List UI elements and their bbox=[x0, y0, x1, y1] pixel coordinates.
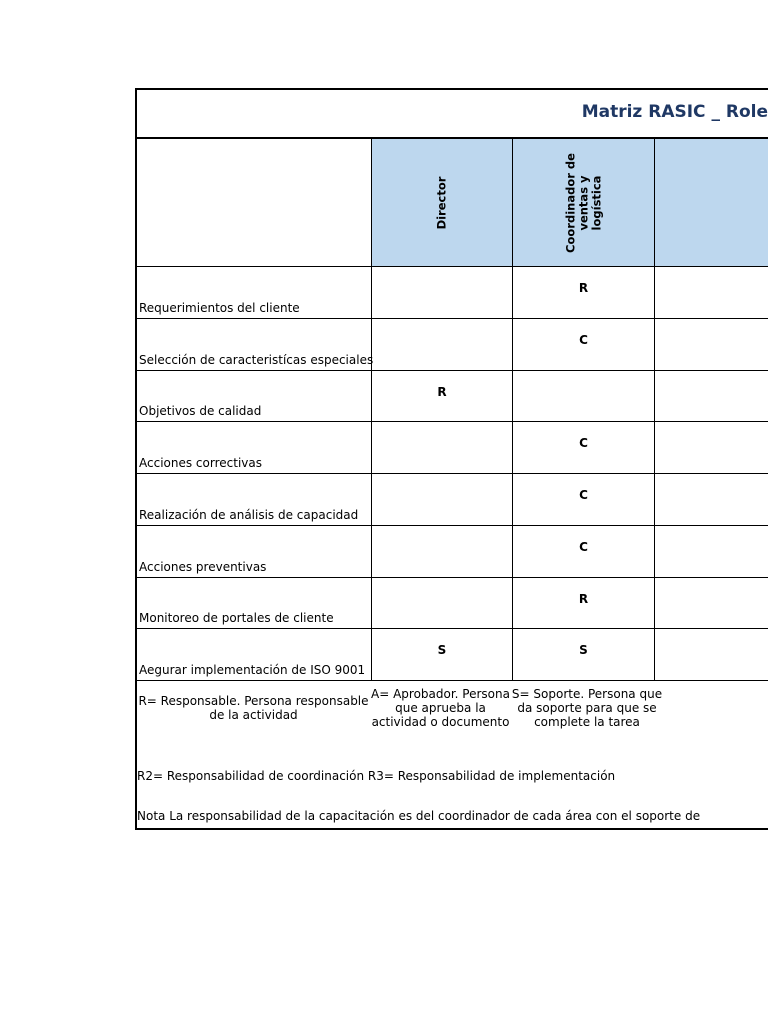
coordinador-mark-cell bbox=[513, 267, 655, 319]
task-label: Acciones preventivas bbox=[139, 560, 267, 574]
coordinador-mark-cell bbox=[513, 422, 655, 474]
task-label: Realización de análisis de capacidad bbox=[139, 508, 359, 522]
table-row-task-cell bbox=[137, 578, 372, 629]
header-row bbox=[137, 139, 768, 267]
legend-soporte: S= Soporte. Persona que da soporte para que se complete la tarea bbox=[511, 687, 663, 729]
header-coordinador-label: Coordinador de ventas y logística bbox=[563, 152, 603, 253]
director-mark-cell bbox=[372, 474, 513, 526]
coordinador-mark: C bbox=[579, 436, 588, 450]
matrix-title: Matriz RASIC _ Role bbox=[581, 102, 768, 122]
header-director-cell bbox=[372, 139, 513, 267]
coordinador-mark: R bbox=[578, 592, 589, 606]
director-mark-cell bbox=[372, 371, 513, 422]
coordinador-mark-cell bbox=[513, 319, 655, 371]
next-column-cell bbox=[655, 526, 768, 578]
table-row-task-cell bbox=[137, 526, 372, 578]
director-mark-cell bbox=[372, 422, 513, 474]
coordinador-mark: S bbox=[579, 643, 588, 657]
table-row-task-cell bbox=[137, 319, 372, 371]
header-empty-cell bbox=[137, 139, 372, 267]
coordinador-mark: C bbox=[579, 488, 588, 502]
header-next-cell bbox=[655, 139, 768, 267]
director-mark: S bbox=[437, 643, 447, 657]
director-mark-cell bbox=[372, 578, 513, 629]
director-mark-cell bbox=[372, 526, 513, 578]
director-mark-cell bbox=[372, 629, 513, 681]
coordinador-mark-cell bbox=[513, 371, 655, 422]
coordinador-mark-cell bbox=[513, 629, 655, 681]
next-column-cell bbox=[655, 578, 768, 629]
coordinador-mark-cell bbox=[513, 474, 655, 526]
next-column-cell bbox=[655, 629, 768, 681]
next-column-cell bbox=[655, 371, 768, 422]
next-column-cell bbox=[655, 267, 768, 319]
table-row-task-cell bbox=[137, 629, 372, 681]
director-mark-cell bbox=[372, 267, 513, 319]
task-label: Acciones correctivas bbox=[139, 456, 262, 470]
legend-r2-r3: R2= Responsabilidad de coordinación R3= Responsabilidad de implementación bbox=[137, 769, 616, 783]
director-mark-cell bbox=[372, 319, 513, 371]
coordinador-mark-cell bbox=[513, 578, 655, 629]
next-column-cell bbox=[655, 474, 768, 526]
legend-aprobador: A= Aprobador. Persona que aprueba la actividad o documento bbox=[371, 687, 510, 729]
task-label: Selección de caracteristícas especiales bbox=[139, 353, 374, 367]
rasic-matrix-sheet bbox=[135, 88, 768, 830]
table-row-task-cell bbox=[137, 474, 372, 526]
header-coordinador-cell bbox=[513, 139, 655, 267]
coordinador-mark: C bbox=[579, 333, 588, 347]
director-mark: R bbox=[437, 385, 447, 399]
coordinador-mark-cell bbox=[513, 526, 655, 578]
title-row bbox=[137, 90, 768, 139]
task-label: Objetivos de calidad bbox=[139, 404, 262, 418]
frame-bottom-border bbox=[135, 828, 768, 830]
next-column-cell bbox=[655, 422, 768, 474]
next-column-cell bbox=[655, 319, 768, 371]
coordinador-mark: R bbox=[578, 281, 589, 295]
table-row-task-cell bbox=[137, 267, 372, 319]
task-label: Aegurar implementación de ISO 9001 bbox=[139, 663, 366, 677]
legend-nota: Nota La responsabilidad de la capacitación es del coordinador de cada área con el soporte de bbox=[137, 809, 701, 823]
table-row-task-cell bbox=[137, 371, 372, 422]
task-label: Monitoreo de portales de cliente bbox=[139, 611, 334, 625]
coordinador-mark: C bbox=[579, 540, 588, 554]
legend-responsable: R= Responsable. Persona responsable de la actividad bbox=[138, 694, 369, 722]
header-director-label: Director bbox=[434, 176, 449, 229]
table-row-task-cell bbox=[137, 422, 372, 474]
task-label: Requerimientos del cliente bbox=[139, 301, 300, 315]
